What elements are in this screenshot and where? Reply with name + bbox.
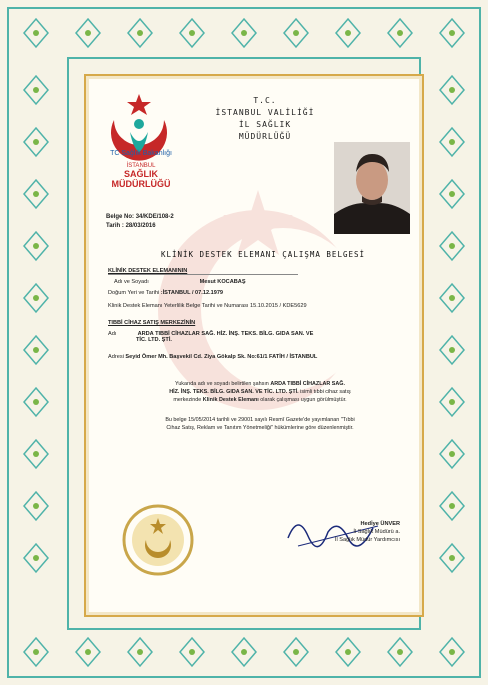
section2-header: TIBBİ CİHAZ SATIŞ MERKEZİNİN [108,320,196,326]
belge-value: 34/KDE/108-2 [135,214,174,220]
para1-company1: ARDA TIBBİ CİHAZLAR SAĞ. [270,381,345,387]
company-row [108,331,413,343]
birth-row [108,290,223,296]
logo-city: İSTANBUL [126,163,156,169]
signer-line3: İl Sağlık Müdür Yardımcısı [334,537,400,543]
logo-star-icon [127,94,151,115]
adi-value: ARDA TIBBİ CİHAZLAR SAĞ. HİZ. İNŞ. TEKS. BİLG. GIDA SAN. VE [137,331,314,337]
para1-part3: merkezinde [173,397,202,403]
belge-label: Belge No: [106,214,135,220]
cert-row [108,303,307,309]
para2-line1: Bu belge 15/05/2014 tarihli ve 29001 sayılı Resmî Gazete'de yayımlanan "Tıbbi [165,417,355,423]
name-row [108,279,246,285]
birth-value: :İSTANBUL / 07.12.1979 [160,290,224,296]
para1-company2: HİZ. İNŞ. TEKS. BİLG. GIDA SAN. VE TİC. LTD. ŞTİ. [169,389,299,395]
section1-header-row [108,268,298,275]
official-stamp [118,500,198,580]
paragraph-regulation [110,416,410,432]
logo-text [98,150,184,189]
section2-header-row [108,320,288,326]
signer-line2: İl Sağlık Müdürü a. [353,529,400,535]
logo-office-2: MÜDÜRLÜĞÜ [111,179,171,189]
logo-ministry: TC Sağlık Bakanlığı [110,150,172,157]
para1-part4: olarak çalışması uygun görülmüştür. [260,397,347,403]
address-row [108,354,413,360]
adi-label: Adı [108,331,117,337]
para2-line2: Cihaz Satış, Reklam ve Tanıtım Yönetmeliği" hükümlerine göre düzenlenmiştir. [166,425,354,431]
holder-photo [334,142,410,234]
section1-header: KLİNİK DESTEK ELEMANININ [108,268,298,275]
document-meta [106,213,174,231]
adres-label: Adresi [108,354,124,360]
tarih-value: : 28/03/2016 [121,223,156,229]
cert-text: Klinik Destek Elemanı Yeterlilik Belge Tarihi ve Numarası 15.10.2015 / KDE5629 [108,303,307,309]
para1-part1: Yukarıda adı ve soyadı belirtilen şahsın [175,381,269,387]
certificate-title: KLİNİK DESTEK ELEMANI ÇALIŞMA BELGESİ [160,250,366,259]
heading-line-2: İSTANBUL VALİLİĞİ [215,108,315,117]
para1-part2: isimli tıbbi cihaz satış [300,389,351,395]
adi-value-2: TİC. LTD. ŞTİ. [136,337,172,343]
para1-role: Klinik Destek Elemanı [202,397,259,403]
name-value: Mesut KOCABAŞ [199,279,246,285]
signature-block [290,520,400,544]
page-heading [210,95,320,143]
birth-label: Doğum Yeri ve Tarihi [108,290,160,296]
heading-line-3: İL SAĞLIK MÜDÜRLÜĞÜ [238,120,292,141]
adres-value: Seyid Ömer Mh. Başvekil Cd. Ziya Gökalp Sk. No:61/1 FATİH / İSTANBUL [125,354,318,360]
name-label: Adı ve Soyadı [114,279,149,285]
paragraph-approval [110,380,410,404]
signer-name: Hedi̇ye ÜNVER [360,521,400,527]
heading-line-1: T.C. [253,96,277,105]
logo-office-1: SAĞLIK [123,169,158,179]
tarih-label: Tarih [106,223,121,229]
